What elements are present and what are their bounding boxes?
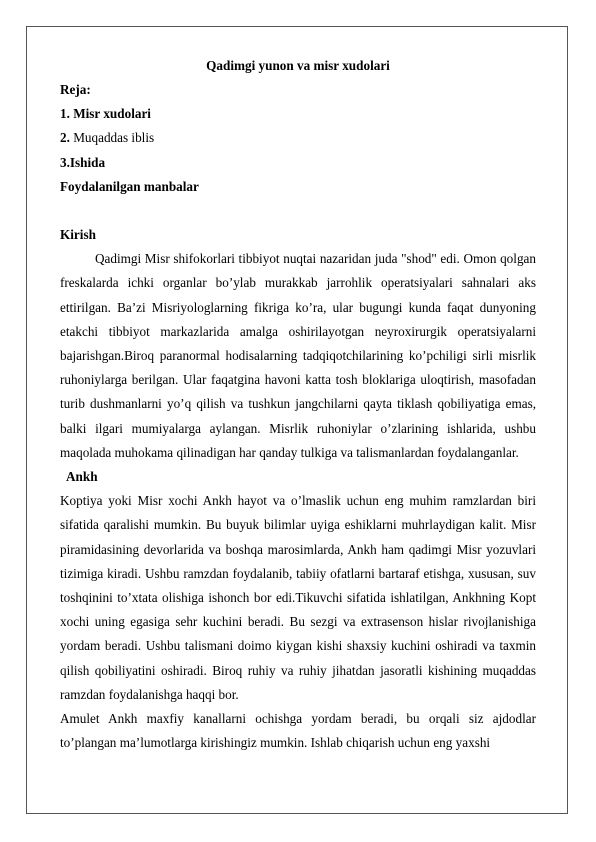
ankh-heading: Ankh [66,469,98,485]
ankh-paragraph-1: Koptiya yoki Misr xochi Ankh hayot va o’lmaslik uchun eng muhim ramzlardan biri sifatida qaralishi mumkin. Bu buyuk bilimlar uyiga eshiklarni muhrlaydigan kalit. Misr piramidasining devorlarida va boshqa marosimlarda, Ankh ham qadimgi Misr yozuvlari tizimiga kiradi. Ushbu ramzdan foydalanib, tabiiy ofatlarni bartaraf etishga, xususan, suv toshqinini to’xtata olishiga ishonch bor edi.Tikuvchi sifatida ishlatilgan, Ankhning Kopt xochi uning egasiga sehr kuchini beradi. Bu sezgi va extrasenson hislar rivojlanishiga yordam beradi. Ushbu talismani doimo kiygan kishi shaxsiy kuchini oshiradi va taxmin qilish qobiliyatini oshiradi. Biroq ruhiy va ruhiy jihatdan jasoratli kishining muqaddas ramzdan foydalanishga haqqi bor. [60,493,536,702]
plan-item-3 [60,151,536,175]
plan-item-text: Misr xudolari [69,106,151,122]
intro-heading: Kirish [60,227,96,243]
document-title: Qadimgi yunon va misr xudolari [206,58,390,73]
plan-item-1 [60,102,536,126]
plan-item-number: 2. [60,130,70,146]
intro-paragraph: Qadimgi Misr shifokorlari tibbiyot nuqtai nazaridan juda "shod" edi. Omon qolgan freskalarda ichki organlar bo’ylab murakkab jarrohlik operatsiyalari sahnalari aks ettirilgan. Ba’zi Misriyologlarning fikriga ko’ra, ular bugungi kunda faqat dunyoning etakchi tibbiyot markazlarida amalga oshirilayotgan neyroxirurgik operatsiyalarni bajarishgan.Biroq paranormal hodisalarning tadqiqotchilarining ko’pchiligi sirli misrlik ruhoniylarga berilgan. Ular faqatgina havoni katta tosh bloklariga uloqtirish, masofadan turib dushmanlarni yo’q qilish va tushkun jangchilarni qayta tiklash qobiliyatiga emas, balki ilgari mumiyalarga aylangan. Misrlik ruhoniylar o’zlarining ishlarida, ushbu maqolada muhokama qilinadigan har qanday tulkiga va talismanlardan foydalanganlar. [60,251,536,460]
plan-sources: Foydalanilgan manbalar [60,178,199,194]
plan-item-number: 1. [60,106,70,122]
plan-item-2 [60,126,536,150]
plan-item-number: 3. [60,154,70,170]
plan-item-text: Ishida [69,154,106,170]
plan-label: Reja: [60,82,91,97]
plan-item-text: Muqaddas iblis [69,130,155,146]
ankh-paragraph-2: Amulet Ankh maxfiy kanallarni ochishga yordam beradi, bu orqali siz ajdodlar to’plangan ma’lumotlarga kirishingiz mumkin. Ishlab chiqarish uchun eng yaxshi [60,711,536,751]
document-body [60,54,536,755]
blank-line [60,199,536,223]
